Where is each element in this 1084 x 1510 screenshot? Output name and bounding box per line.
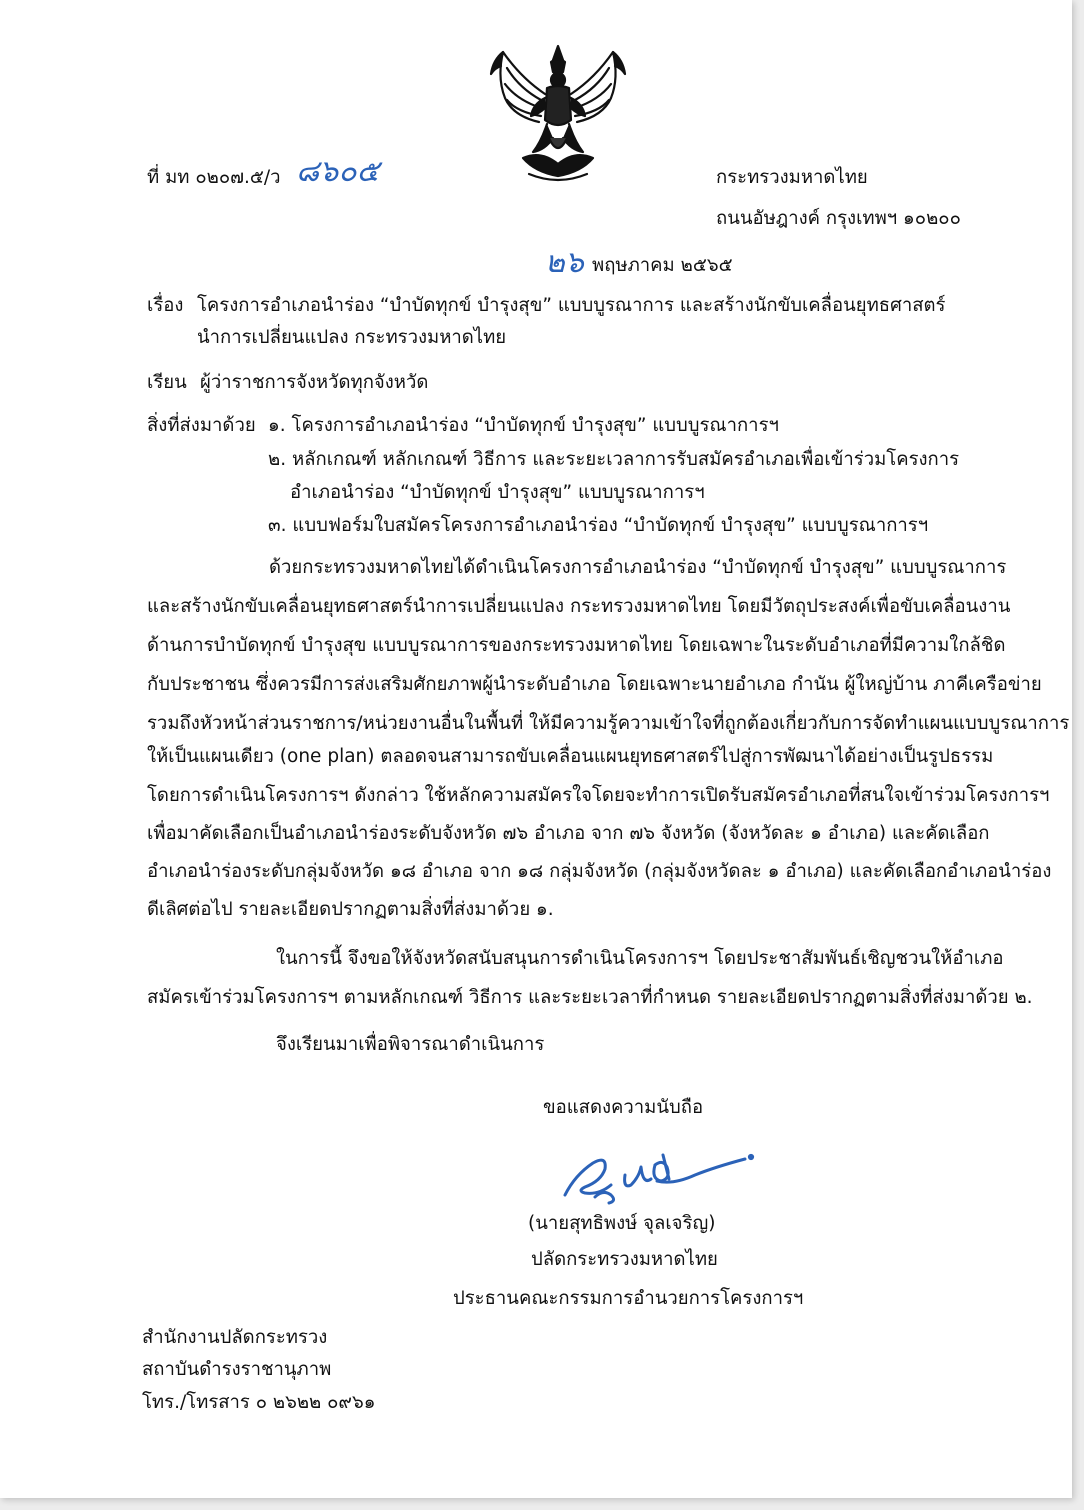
body-line: อำเภอนำร่องระดับกลุ่มจังหวัด ๑๘ อำเภอ จาก ๑๘ กลุ่มจังหวัด (กลุ่มจังหวัดละ ๑ อำเภอ) และคัดเลือกอำเภอนำร่อง (147, 861, 1052, 882)
salutation: ขอแสดงความนับถือ (543, 1097, 704, 1118)
attachment-item: ๒. หลักเกณฑ์ หลักเกณฑ์ วิธีการ และระยะเวลาการรับสมัครอำเภอเพื่อเข้าร่วมโครงการ (268, 449, 960, 470)
body-line: ด้านการบำบัดทุกข์ บำรุงสุข แบบบูรณาการของกระทรวงมหาดไทย โดยเฉพาะในระดับอำเภอที่มีความใกล้ชิด (147, 635, 1006, 656)
attachment-item: ๑. โครงการอำเภอนำร่อง “บำบัดทุกข์ บำรุงสุข” แบบบูรณาการฯ (268, 415, 779, 436)
closing-request: จึงเรียนมาเพื่อพิจารณาดำเนินการ (276, 1034, 545, 1055)
ministry-address: ถนนอัษฎางค์ กรุงเทพฯ ๑๐๒๐๐ (716, 208, 961, 229)
handwritten-signature-icon (555, 1145, 765, 1210)
attachment-item: ๓. แบบฟอร์มใบสมัครโครงการอำเภอนำร่อง “บำบัดทุกข์ บำรุงสุข” แบบบูรณาการฯ (268, 515, 929, 536)
subject-label: เรื่อง (147, 295, 184, 316)
signer-role: ประธานคณะกรรมการอำนวยการโครงการฯ (453, 1288, 804, 1309)
document-number-handwritten: ๘๖๐๕ (296, 154, 380, 189)
body-line: ในการนี้ จึงขอให้จังหวัดสนับสนุนการดำเนินโครงการฯ โดยประชาสัมพันธ์เชิญชวนให้อำเภอ (276, 948, 1004, 969)
attachment-item-continued: อำเภอนำร่อง “บำบัดทุกข์ บำรุงสุข” แบบบูรณาการฯ (290, 482, 705, 503)
body-line: ดีเลิศต่อไป รายละเอียดปรากฏตามสิ่งที่ส่งมาด้วย ๑. (147, 899, 554, 920)
document-number: ที่ มท ๐๒๐๗.๕/ว (147, 167, 281, 188)
recipient-value: ผู้ว่าราชการจังหวัดทุกจังหวัด (200, 372, 429, 393)
body-line: รวมถึงหัวหน้าส่วนราชการ/หน่วยงานอื่นในพื้นที่ ให้มีความรู้ความเข้าใจที่ถูกต้องเกี่ยวกับการจัดทำแผนแบบบูรณาการ (147, 713, 1070, 734)
body-line: กับประชาชน ซึ่งควรมีการส่งเสริมศักยภาพผู้นำระดับอำเภอ โดยเฉพาะนายอำเภอ กำนัน ผู้ใหญ่บ้าน ภาคีเครือข่าย (147, 674, 1042, 695)
date-day-handwritten: ๒๖ (545, 245, 584, 280)
date-month-year: พฤษภาคม ๒๕๖๕ (592, 255, 733, 276)
recipient-label: เรียน (147, 372, 187, 393)
body-line: และสร้างนักขับเคลื่อนยุทธศาสตร์นำการเปลี่ยนแปลง กระทรวงมหาดไทย โดยมีวัตถุประสงค์เพื่อขับเคลื่อนงาน (147, 596, 1011, 617)
garuda-emblem-icon (483, 38, 633, 188)
body-line: ให้เป็นแผนเดียว (one plan) ตลอดจนสามารถขับเคลื่อนแผนยุทธศาสตร์ไปสู่การพัฒนาได้อย่างเป็นรูปธรรม (147, 746, 994, 767)
body-line: โดยการดำเนินโครงการฯ ดังกล่าว ใช้หลักความสมัครใจโดยจะทำการเปิดรับสมัครอำเภอที่สนใจเข้าร่วมโครงการฯ (147, 785, 1050, 806)
signer-position: ปลัดกระทรวงมหาดไทย (531, 1249, 718, 1270)
attachments-label: สิ่งที่ส่งมาด้วย (147, 415, 256, 436)
footer-phone: โทร./โทรสาร ๐ ๒๖๒๒ ๐๙๖๑ (142, 1392, 376, 1413)
footer-institute: สถาบันดำรงราชานุภาพ (142, 1359, 332, 1380)
subject-line: นำการเปลี่ยนแปลง กระทรวงมหาดไทย (197, 327, 507, 348)
signer-name: (นายสุทธิพงษ์ จุลเจริญ) (528, 1213, 716, 1234)
ministry-name: กระทรวงมหาดไทย (716, 167, 868, 188)
footer-office: สำนักงานปลัดกระทรวง (142, 1327, 328, 1348)
body-line: ด้วยกระทรวงมหาดไทยได้ดำเนินโครงการอำเภอนำร่อง “บำบัดทุกข์ บำรุงสุข” แบบบูรณาการ (269, 557, 1007, 578)
subject-line: โครงการอำเภอนำร่อง “บำบัดทุกข์ บำรุงสุข” แบบบูรณาการ และสร้างนักขับเคลื่อนยุทธศาสตร์ (197, 295, 946, 316)
body-line: สมัครเข้าร่วมโครงการฯ ตามหลักเกณฑ์ วิธีการ และระยะเวลาที่กำหนด รายละเอียดปรากฏตามสิ่งที่ส่งมาด้วย ๒. (147, 987, 1033, 1008)
body-line: เพื่อมาคัดเลือกเป็นอำเภอนำร่องระดับจังหวัด ๗๖ อำเภอ จาก ๗๖ จังหวัด (จังหวัดละ ๑ อำเภอ) และคัดเลือก (147, 823, 990, 844)
